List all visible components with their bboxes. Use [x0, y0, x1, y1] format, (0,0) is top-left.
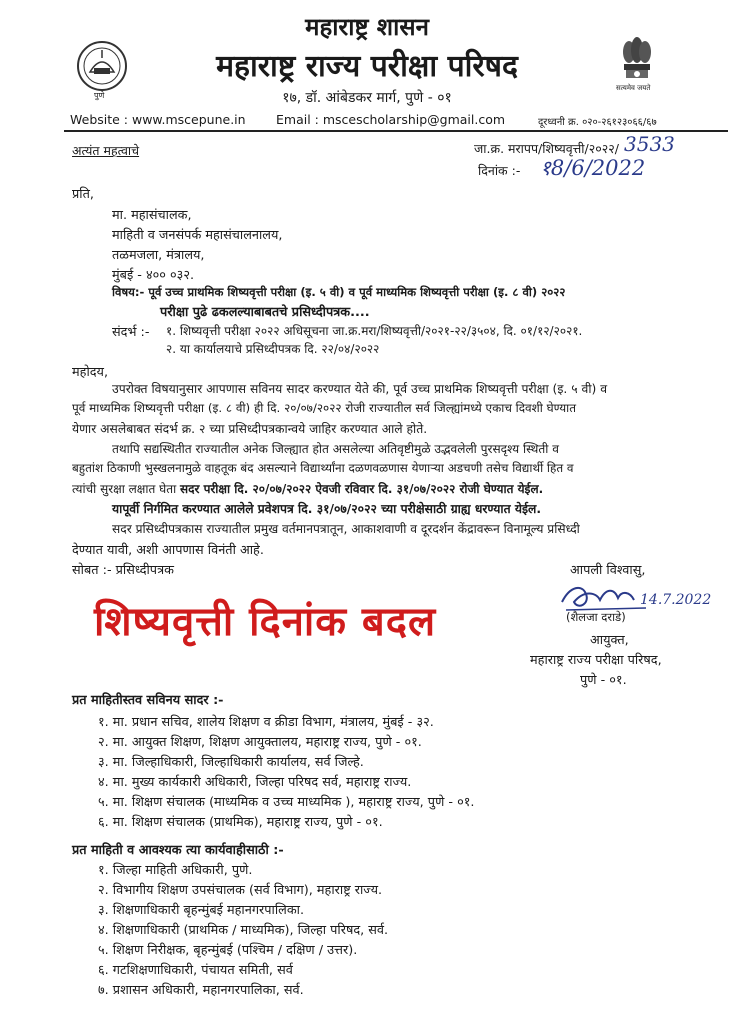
signatory-city: पुणे - ०१.: [580, 673, 627, 688]
org-address: १७, डॉ. आंबेडकर मार्ग, पुणे - ०१: [282, 90, 452, 106]
reference-item: २. या कार्यालयाचे प्रसिध्दीपत्रक दि. २२/०४/२०२२: [166, 342, 380, 356]
subject-line: विषय:- पूर्व उच्च प्राथमिक शिष्यवृत्ती परीक्षा (इ. ५ वी) व पूर्व माध्यमिक शिष्यवृत्ती परीक्षा (इ. ८ वी) २०२२: [112, 285, 566, 299]
copy-action-item: ६. गटशिक्षणाधिकारी, पंचायत समिती, सर्व: [98, 963, 293, 978]
website-link[interactable]: Website : www.mscepune.in: [70, 112, 246, 127]
paragraph-line: उपरोक्त विषयानुसार आपणास सविनय सादर करण्यात येते की, पूर्व उच्च प्राथमिक शिष्यवृत्ती परीक्षा (इ. ५ वी) व: [112, 382, 608, 396]
copy-info-item: ४. मा. मुख्य कार्यकारी अधिकारी, जिल्हा परिषद सर्व, महाराष्ट्र राज्य.: [98, 775, 412, 790]
recipient-line: मुंबई - ४०० ०३२.: [112, 268, 195, 283]
prati: प्रति,: [72, 187, 94, 202]
date-label: दिनांक :-: [478, 163, 521, 178]
paragraph-line: [72, 480, 543, 497]
copy-action-item: १. जिल्हा माहिती अधिकारी, पुणे.: [98, 863, 253, 878]
salutation: महोदय,: [72, 365, 109, 380]
paragraph-line: बहुतांश ठिकाणी भुस्खलनामुळे वाहतूक बंद असल्याने विद्यार्थ्यांना दळणवळणास येणाऱ्या अडचणी तसेच विद्यार्थी हित व: [72, 461, 574, 475]
reference-label: जा.क्र. मरापप/शिष्यवृत्ती/२०२२/: [474, 141, 619, 156]
signatory-org: महाराष्ट्र राज्य परीक्षा परिषद,: [530, 653, 662, 668]
copy-action-item: ७. प्रशासन अधिकारी, महानगरपालिका, सर्व.: [98, 983, 304, 998]
emblem-caption: सत्यमेव जयते: [616, 84, 651, 92]
copy-action-item: ४. शिक्षणाधिकारी (प्राथमिक / माध्यमिक), जिल्हा परिषद, सर्व.: [98, 923, 389, 938]
copy-info-item: ३. मा. जिल्हाधिकारी, जिल्हाधिकारी कार्यालय, सर्व जिल्हे.: [98, 755, 364, 770]
signatory-name: (शैलजा दराडे): [566, 610, 626, 624]
gov-title: महाराष्ट्र शासन: [305, 13, 429, 41]
org-title: महाराष्ट्र राज्य परीक्षा परिषद: [216, 49, 518, 84]
enclosure-line: सोबत :- प्रसिध्दीपत्रक: [72, 563, 174, 578]
paragraph-line: देण्यात यावी, अशी आपणास विनंती आहे.: [72, 543, 264, 558]
phone-number: दूरध्वनी क्र. ०२०-२६१२३०६६/६७: [538, 117, 657, 128]
paragraph-line: येणार असलेबाबत संदर्भ क्र. २ च्या प्रसिध्दीपत्रकान्वये जाहिर करण्यात आले होते.: [72, 422, 428, 436]
logo-left-caption: पुणे: [94, 91, 105, 100]
copy-action-item: २. विभागीय शिक्षण उपसंचालक (सर्व विभाग), महाराष्ट्र राज्य.: [98, 883, 383, 898]
copy-info-item: २. मा. आयुक्त शिक्षण, शिक्षण आयुक्तालय, महाराष्ट्र राज्य, पुणे - ०१.: [98, 735, 422, 750]
copy-action-heading: प्रत माहिती व आवश्यक त्या कार्यवाहीसाठी :-: [72, 843, 284, 858]
reference-number: 3533: [624, 132, 675, 156]
subject-line: परीक्षा पुढे ढकलल्याबाबतचे प्रसिध्दीपत्रक....: [160, 305, 370, 320]
copy-info-heading: प्रत माहितीस्तव सविनय सादर :-: [72, 693, 224, 708]
signature-date: 14.7.2022: [640, 592, 712, 608]
admit-card-note: यापूर्वी निर्गमित करण्यात आलेले प्रवेशपत्र दि. ३१/०७/२०२२ च्या परीक्षेसाठी ग्राह्य धरण्यात येईल.: [112, 502, 542, 516]
email-link[interactable]: Email : mscescholarship@gmail.com: [276, 112, 506, 127]
reference-heading: संदर्भ :-: [112, 325, 150, 340]
date-change-banner: शिष्यवृत्ती दिनांक बदल: [94, 599, 437, 645]
paragraph-line: पूर्व माध्यमिक शिष्यवृत्ती परीक्षा (इ. ८ वी) ही दि. २०/०७/२०२२ रोजी राज्यातील सर्व जिल्ह्यांमध्ये एकाच दिवशी घेण्यात: [72, 401, 577, 415]
recipient-line: मा. महासंचालक,: [112, 208, 192, 223]
paragraph-text: त्यांची सुरक्षा लक्षात घेता: [72, 482, 180, 496]
signatory-title: आयुक्त,: [590, 633, 629, 648]
paragraph-line: तथापि सद्यस्थितीत राज्यातील अनेक जिल्ह्यात होत असलेल्या अतिवृष्टीमुळे उद्भवलेली पुरसदृश्य स्थिती व: [112, 442, 559, 456]
paragraph-line: सदर प्रसिध्दीपत्रकास राज्यातील प्रमुख वर्तमानपत्रातून, आकाशवाणी व दूरदर्शन केंद्रावरून विनामूल्य प्रसिध्दी: [112, 522, 580, 536]
copy-info-item: ५. मा. शिक्षण संचालक (माध्यमिक व उच्च माध्यमिक ), महाराष्ट्र राज्य, पुणे - ०१.: [98, 795, 475, 810]
copy-action-item: ३. शिक्षणाधिकारी बृहन्मुंबई महानगरपालिका.: [98, 903, 305, 918]
reference-item: १. शिष्यवृत्ती परीक्षा २०२२ अधिसूचना जा.क्र.मरा/शिष्यवृत्ती/२०२१-२२/३५०४, दि. ०१/१२/२०२१.: [166, 324, 583, 338]
recipient-line: माहिती व जनसंपर्क महासंचालनालय,: [112, 228, 283, 243]
copy-info-item: ६. मा. शिक्षण संचालक (प्राथमिक), महाराष्ट्र राज्य, पुणे - ०१.: [98, 815, 383, 830]
closing: आपली विश्वासु,: [570, 563, 646, 578]
date-value: १8/6/2022: [540, 156, 646, 180]
copy-info-item: १. मा. प्रधान सचिव, शालेय शिक्षण व क्रीडा विभाग, मंत्रालय, मुंबई - ३२.: [98, 715, 434, 730]
copy-action-item: ५. शिक्षण निरीक्षक, बृहन्मुंबई (पश्चिम / दक्षिण / उत्तर).: [98, 943, 358, 958]
new-exam-date-text: सदर परीक्षा दि. २०/०७/२०२२ ऐवजी रविवार दि. ३१/०७/२०२२ रोजी घेण्यात येईल.: [180, 482, 544, 496]
priority-label: अत्यंत महत्वाचे: [72, 143, 140, 158]
recipient-line: तळमजला, मंत्रालय,: [112, 248, 205, 263]
